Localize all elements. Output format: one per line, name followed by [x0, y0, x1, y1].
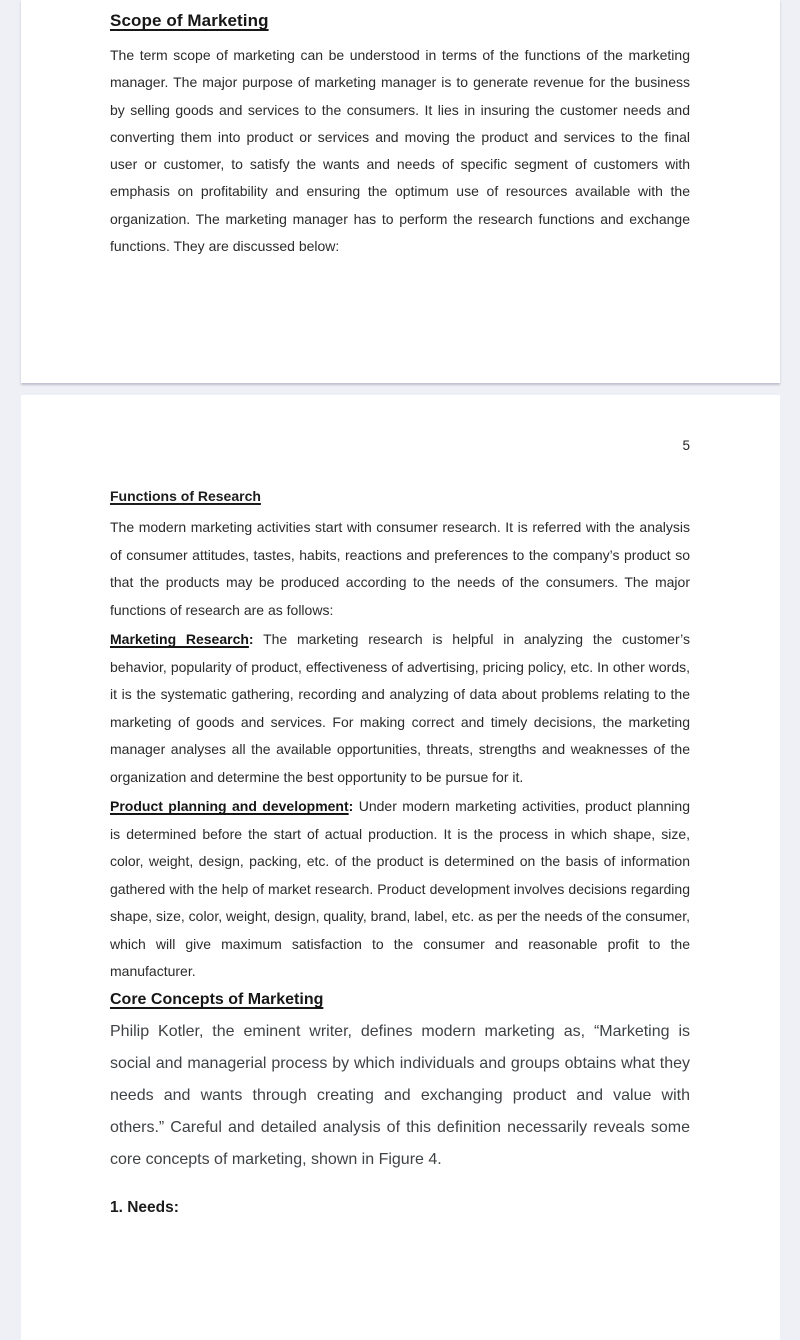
document-page-2: [21, 395, 780, 1340]
product-planning-colon: :: [348, 798, 354, 814]
marketing-research-lead-wrap: [110, 631, 254, 647]
scope-paragraph: The term scope of marketing can be understood in terms of the functions of the marketing manager. The major purpose of marketing manager is to generate revenue for the business by selling goods and services to the consumers. It lies in insuring the customer needs and converting them into product or services and moving the product and services to the final user or customer, to satisfy the wants and needs of specific segment of customers with emphasis on profitability and ensuring the optimum use of resources available with the organization. The marketing manager has to perform the research functions and exchange functions. They are discussed below:: [110, 47, 690, 255]
scope-of-marketing-heading: [110, 0, 690, 33]
functions-of-research-heading: [110, 486, 690, 506]
core-concepts-heading: [110, 988, 690, 1012]
product-planning-paragraph: [110, 793, 690, 986]
document-page-1: [21, 0, 780, 383]
scope-of-marketing-heading-text: Scope of Marketing: [110, 11, 269, 30]
core-concepts-heading-text: Core Concepts of Marketing: [110, 990, 324, 1008]
functions-intro-paragraph: The modern marketing activities start with consumer research. It is referred with the analysis of consumer attitudes, tastes, habits, reactions and preferences to the company’s product so that the products may be produced according to the needs of the consumers. The major functions of research are as follows:: [110, 519, 690, 618]
core-concepts-paragraph: Philip Kotler, the eminent writer, defines modern marketing as, “Marketing is social and managerial process by which individuals and groups obtains what they needs and wants through creating and exchanging product and value with others.” Careful and detailed analysis of this definition necessarily reveals some core concepts of marketing, shown in Figure 4.: [110, 1022, 690, 1168]
functions-of-research-heading-text: Functions of Research: [110, 488, 261, 504]
product-planning-body: Under modern marketing activities, product planning is determined before the start of actual production. It is the process in which shape, size, color, weight, design, packing, etc. of the product is determined on the basis of information gathered with the help of market research. Product development involves decisions regarding shape, size, color, weight, design, quality, brand, label, etc. as per the needs of the consumer, which will give maximum satisfaction to the consumer and reasonable profit to the manufacturer.: [110, 798, 690, 979]
marketing-research-paragraph: [110, 626, 690, 791]
page-number: 5: [682, 438, 690, 453]
product-planning-lead-wrap: [110, 798, 353, 814]
marketing-research-body: The marketing research is helpful in analyzing the customer’s behavior, popularity of product, effectiveness of advertising, pricing policy, etc. In other words, it is the systematic gathering, recording and analyzing of data about problems relating to the marketing of goods and services. For making correct and timely decisions, the marketing manager analyses all the available opportunities, threats, strengths and weaknesses of the organization and determine the best opportunity to be pursue for it.: [110, 631, 690, 785]
marketing-research-lead: Marketing Research: [110, 631, 249, 647]
marketing-research-colon: :: [248, 631, 254, 647]
product-planning-lead: Product planning and development: [110, 798, 349, 814]
needs-heading: 1. Needs:: [110, 1198, 179, 1216]
